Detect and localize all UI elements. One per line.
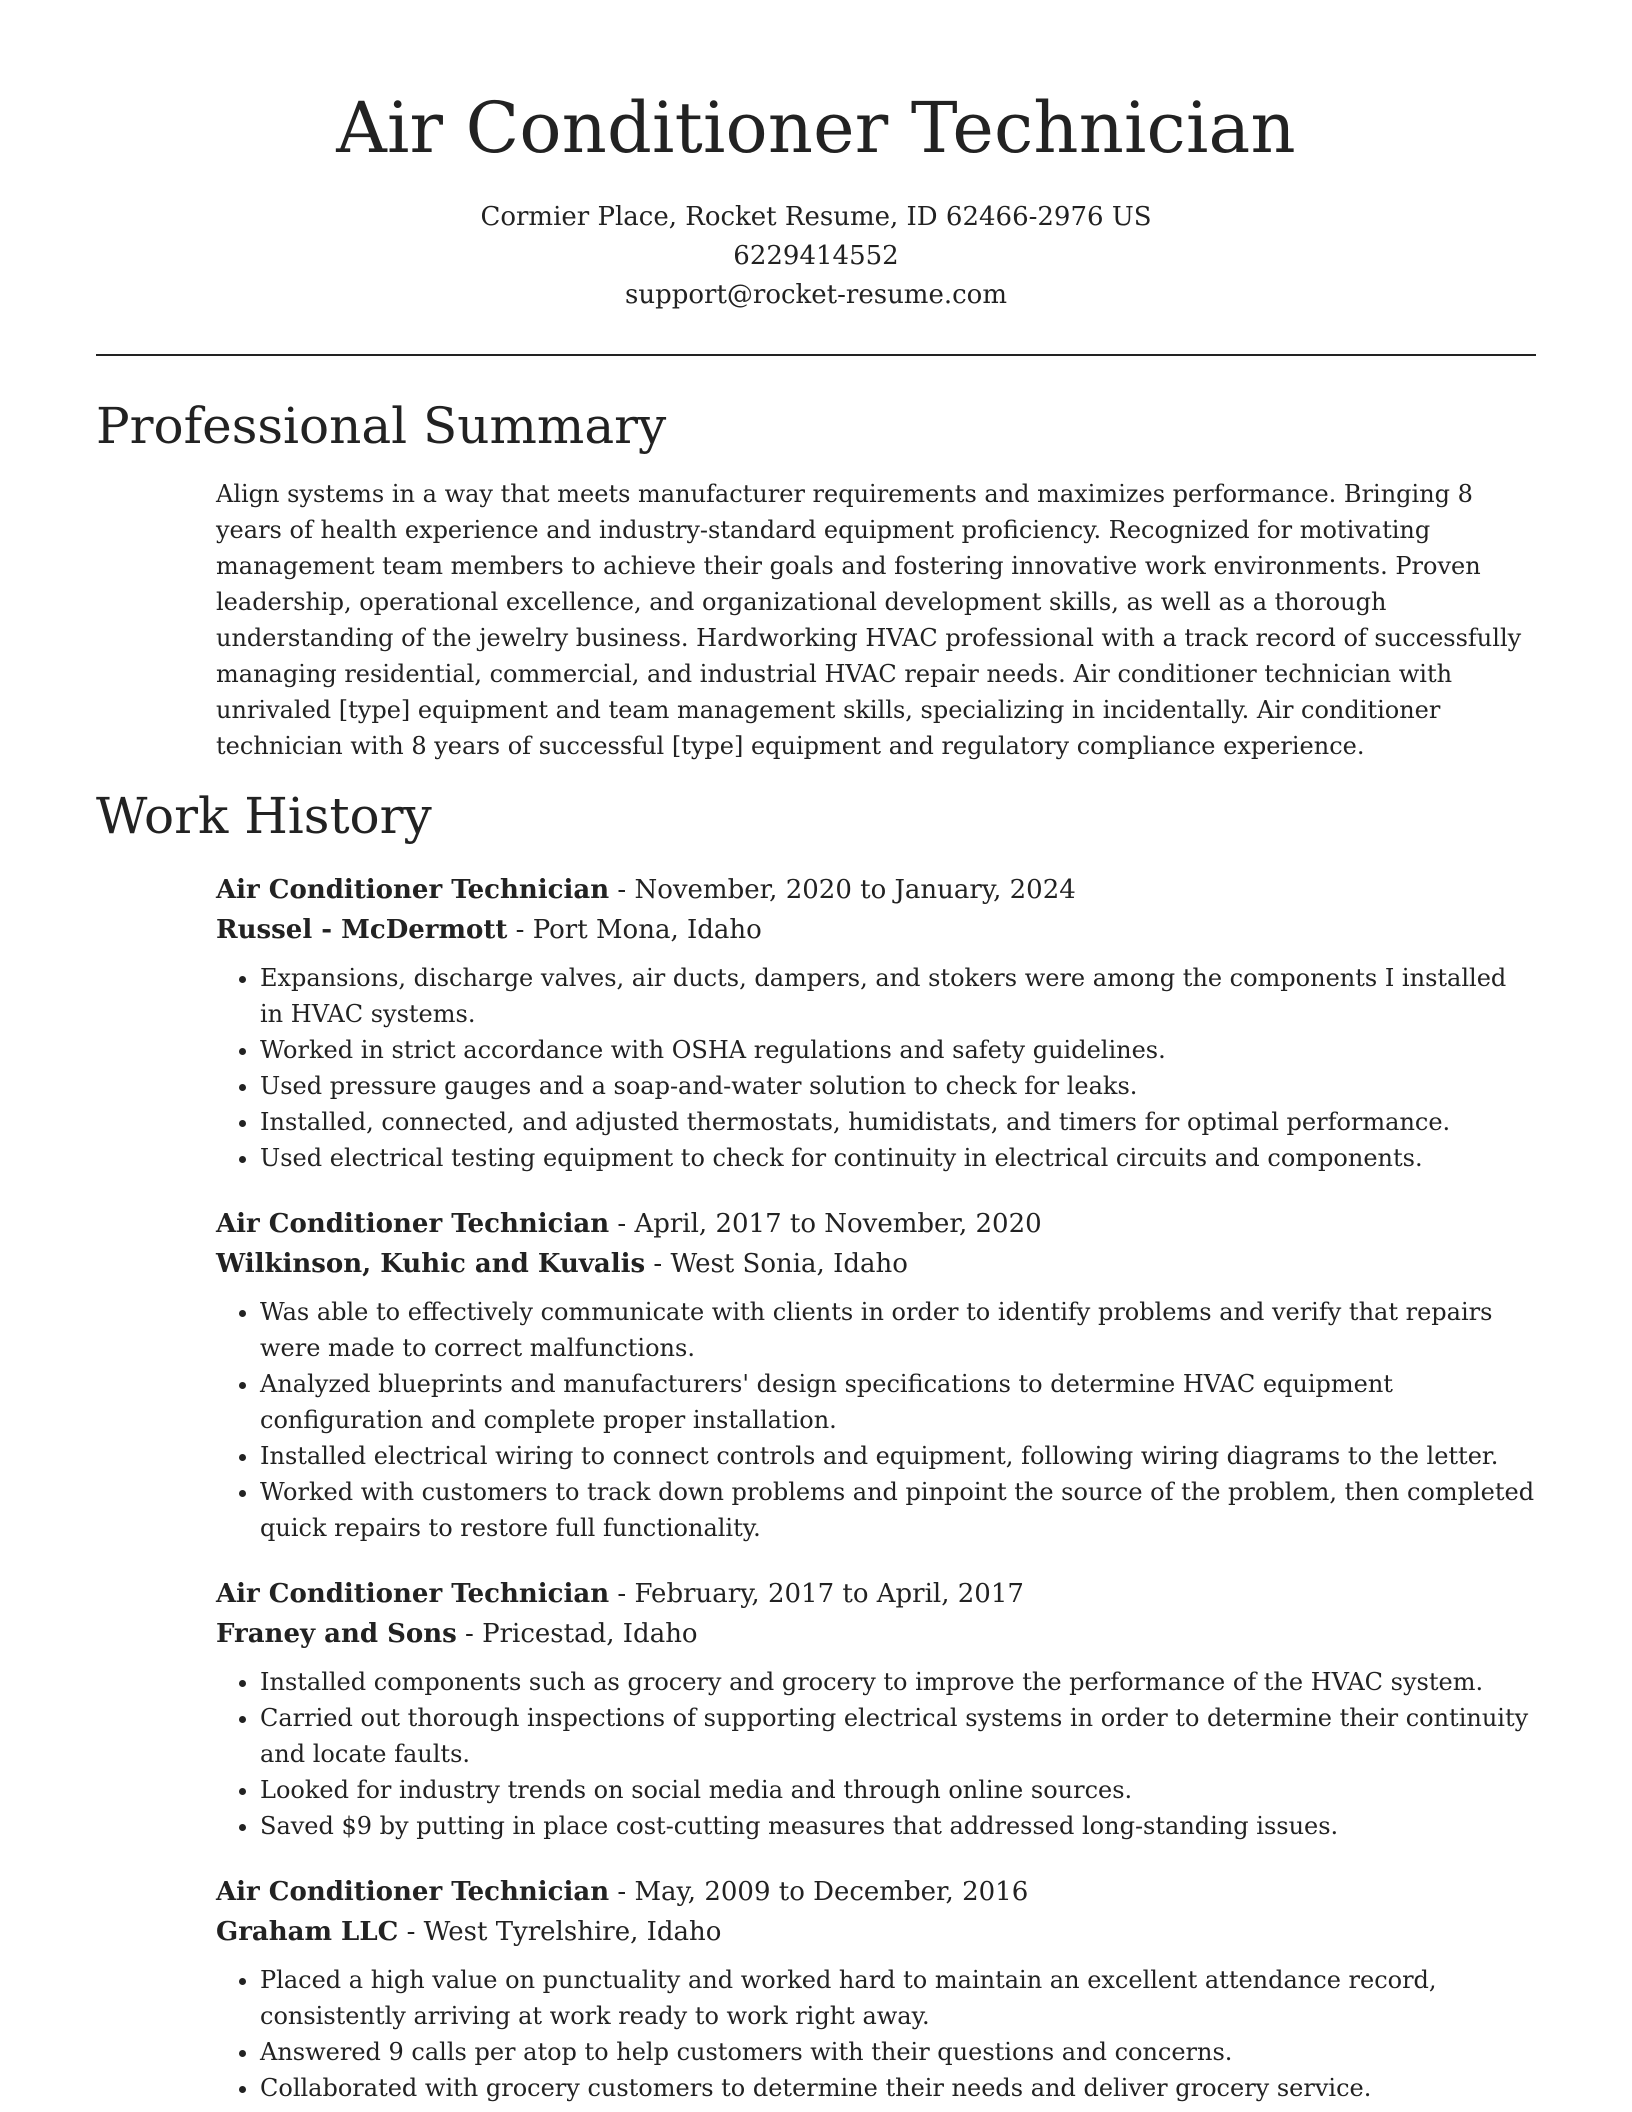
job-entry [216,1204,1536,1546]
job-entry [216,1574,1536,1844]
job-bullets [216,1962,1536,2106]
job-location: West Tyrelshire, Idaho [423,1917,722,1947]
job-role: Air Conditioner Technician [216,875,610,905]
job-role: Air Conditioner Technician [216,1209,610,1239]
resume-header [96,0,1536,315]
job-company: Wilkinson, Kuhic and Kuvalis [216,1249,646,1279]
job-bullet: • Was able to effectively communicate with clients in order to identify problems and verify that repairs were made to correct malfunctions. [260,1294,1536,1366]
job-company-line: Franey and Sons - Pricestad, Idaho [216,1619,698,1649]
job-bullet: • Looked for industry trends on social media and through online sources. [260,1772,1536,1808]
job-bullet: • Used pressure gauges and a soap-and-water solution to check for leaks. [260,1068,1536,1104]
work-history-heading: Work History [96,787,432,845]
email-address: support@rocket-resume.com [624,280,1007,310]
summary-text: Align systems in a way that meets manufacturer requirements and maximizes performance. Bringing 8 years of health experience and industry-standard equipment proficiency. Recognized for motivating management team members to achieve their goals and fostering innovative work environments. Proven leadership, operational excellence, and organizational development skills, as well as a thorough understanding of the jewelry business. Hardworking HVAC professional with a track record of successfully managing residential, commercial, and industrial HVAC repair needs. Air conditioner technician with unrivaled [type] equipment and team management skills, specializing in incidentally. Air conditioner technician with 8 years of successful [type] equipment and regulatory compliance experience. [216,480,1522,760]
job-title-line: Air Conditioner Technician - November, 2020 to January, 2024 [216,875,1076,905]
job-location: West Sonia, Idaho [670,1249,908,1279]
job-title-line: Air Conditioner Technician - April, 2017 to November, 2020 [216,1209,1042,1239]
contact-info [96,198,1536,315]
job-bullet: • Worked in strict accordance with OSHA regulations and safety guidelines. [260,1032,1536,1068]
job-bullet: • Saved $9 by putting in place cost-cutting measures that addressed long-standing issues. [260,1808,1536,1844]
job-dates: February, 2017 to April, 2017 [634,1579,1024,1609]
job-bullet: • Installed components such as grocery and grocery to improve the performance of the HVAC system. [260,1664,1536,1700]
job-bullet: • Worked with customers to track down problems and pinpoint the source of the problem, then completed quick repairs to restore full functionality. [260,1474,1536,1546]
job-entry [216,1872,1536,2106]
job-bullet: • Answered 9 calls per atop to help customers with their questions and concerns. [260,2034,1536,2070]
job-bullet: • Expansions, discharge valves, air ducts, dampers, and stokers were among the components I installed in HVAC systems. [260,960,1536,1032]
phone-number: 6229414552 [733,241,899,271]
job-bullet: • Analyzed blueprints and manufacturers' design specifications to determine HVAC equipment configuration and complete proper installation. [260,1366,1536,1438]
job-title-line: Air Conditioner Technician - February, 2017 to April, 2017 [216,1579,1024,1609]
job-bullet: • Used electrical testing equipment to check for continuity in electrical circuits and components. [260,1140,1536,1176]
job-bullet: • Placed a high value on punctuality and worked hard to maintain an excellent attendance record, consistently arriving at work ready to work right away. [260,1962,1536,2034]
job-bullet: • Collaborated with grocery customers to determine their needs and deliver grocery service. [260,2070,1536,2106]
job-role: Air Conditioner Technician [216,1579,610,1609]
job-company: Russel - McDermott [216,915,508,945]
job-company: Graham LLC [216,1917,399,1947]
job-bullets [216,1294,1536,1546]
resume-page [96,0,1536,2106]
job-dates: May, 2009 to December, 2016 [634,1877,1029,1907]
job-list [216,870,1536,2106]
job-location: Port Mona, Idaho [532,915,762,945]
header-divider [96,354,1536,356]
job-dates: April, 2017 to November, 2020 [634,1209,1042,1239]
candidate-title: Air Conditioner Technician [336,87,1296,169]
job-bullets [216,960,1536,1176]
summary-heading: Professional Summary [96,397,667,455]
job-bullet: • Installed, connected, and adjusted thermostats, humidistats, and timers for optimal performance. [260,1104,1536,1140]
job-company-line: Wilkinson, Kuhic and Kuvalis - West Sonia, Idaho [216,1249,908,1279]
job-bullet: • Carried out thorough inspections of supporting electrical systems in order to determine their continuity and locate faults. [260,1700,1536,1772]
job-title-line: Air Conditioner Technician - May, 2009 to December, 2016 [216,1877,1029,1907]
job-bullets [216,1664,1536,1844]
job-location: Pricestad, Idaho [482,1619,698,1649]
job-company: Franey and Sons [216,1619,457,1649]
job-bullet: • Installed electrical wiring to connect controls and equipment, following wiring diagrams to the letter. [260,1438,1536,1474]
address: Cormier Place, Rocket Resume, ID 62466-2976 US [480,202,1152,232]
job-company-line: Graham LLC - West Tyrelshire, Idaho [216,1917,722,1947]
job-entry [216,870,1536,1176]
job-dates: November, 2020 to January, 2024 [634,875,1076,905]
job-role: Air Conditioner Technician [216,1877,610,1907]
job-company-line: Russel - McDermott - Port Mona, Idaho [216,915,762,945]
